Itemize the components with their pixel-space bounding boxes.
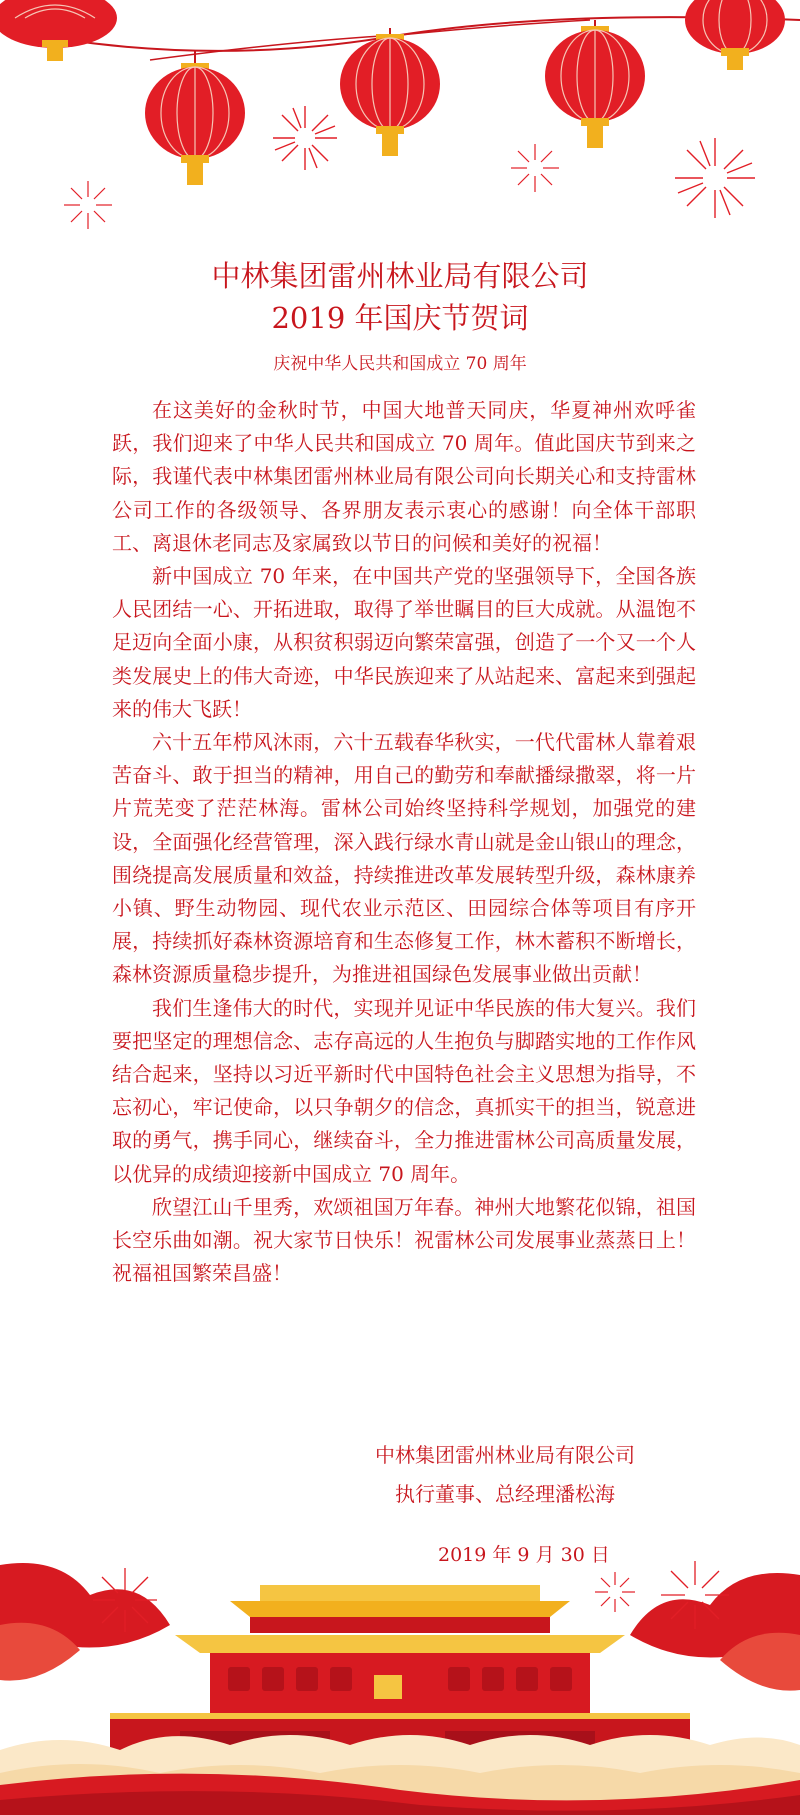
header-decoration [0,0,800,230]
gate-icon [110,1585,690,1759]
firework-icon [273,106,337,170]
firework-icon [511,144,559,192]
subtitle: 庆祝中华人民共和国成立 70 周年 [273,354,527,374]
paragraph: 在这美好的金秋时节，中国大地普天同庆，华夏神州欢呼雀跃，我们迎来了中华人民共和国成立 70 周年。值此国庆节到来之际，我谨代表中林集团雷州林业局有限公司向长期关心和支持雷林公司工作的各级领导、各界朋友表示衷心的感谢！向全体干部职工、离退休老同志及家属致以节日的问候和美好的祝福！ [112,398,696,555]
firework-icon [64,181,112,229]
lantern-icon [545,20,645,148]
document-title [0,255,800,339]
signature-company: 中林集团雷州林业局有限公司 [375,1443,635,1467]
firework-icon [675,138,755,218]
signature-person: 执行董事、总经理潘松海 [395,1482,615,1506]
footer-decoration [0,1545,800,1815]
paragraph: 欣望江山千里秀，欢颂祖国万年春。神州大地繁花似锦，祖国长空乐曲如潮。祝大家节日快乐！祝雷林公司发展事业蒸蒸日上！祝福祖国繁荣昌盛！ [112,1194,696,1286]
signature-block [340,1436,670,1514]
paragraph: 六十五年栉风沐雨，六十五载春华秋实，一代代雷林人靠着艰苦奋斗、敢于担当的精神，用自己的勤劳和奉献播绿撒翠，将一片片荒芜变了茫茫林海。雷林公司始终坚持科学规划，加强党的建设，全面强化经营管理，深入践行绿水青山就是金山银山的理念，围绕提高发展质量和效益，持续推进改革发展转型升级，森林康养小镇、野生动物园、现代农业示范区、田园综合体等项目有序开展，持续抓好森林资源培育和生态修复工作，林木蓄积不断增长，森林资源质量稳步提升，为推进祖国绿色发展事业做出贡献！ [112,730,696,987]
lantern-icon [0,0,117,61]
title-greeting: 2019 年国庆节贺词 [271,301,529,335]
firework-icon [595,1572,635,1612]
lantern-icon [340,28,440,156]
body-text [112,394,696,1290]
title-company: 中林集团雷州林业局有限公司 [211,259,589,293]
lantern-icon [685,0,785,70]
date: 2019 年 9 月 30 日 [438,1544,610,1566]
firework-icon [661,1561,729,1629]
lantern-icon [145,50,245,185]
paragraph: 我们生逢伟大的时代，实现并见证中华民族的伟大复兴。我们要把坚定的理想信念、志存高远的人生抱负与脚踏实地的工作作风结合起来，坚持以习近平新时代中国特色社会主义思想为指导，不忘初心，牢记使命，以只争朝夕的信念，真抓实干的担当，锐意进取的勇气，携手同心，继续奋斗，全力推进雷林公司高质量发展，以优异的成绩迎接新中国成立 70 周年。 [112,995,696,1186]
paragraph: 新中国成立 70 年来，在中国共产党的坚强领导下，全国各族人民团结一心、开拓进取，取得了举世瞩目的巨大成就。从温饱不足迈向全面小康，从积贫积弱迈向繁荣富强，创造了一个又一个人类发展史上的伟大奇迹，中华民族迎来了从站起来、富起来到强起来的伟大飞跃！ [112,564,696,721]
